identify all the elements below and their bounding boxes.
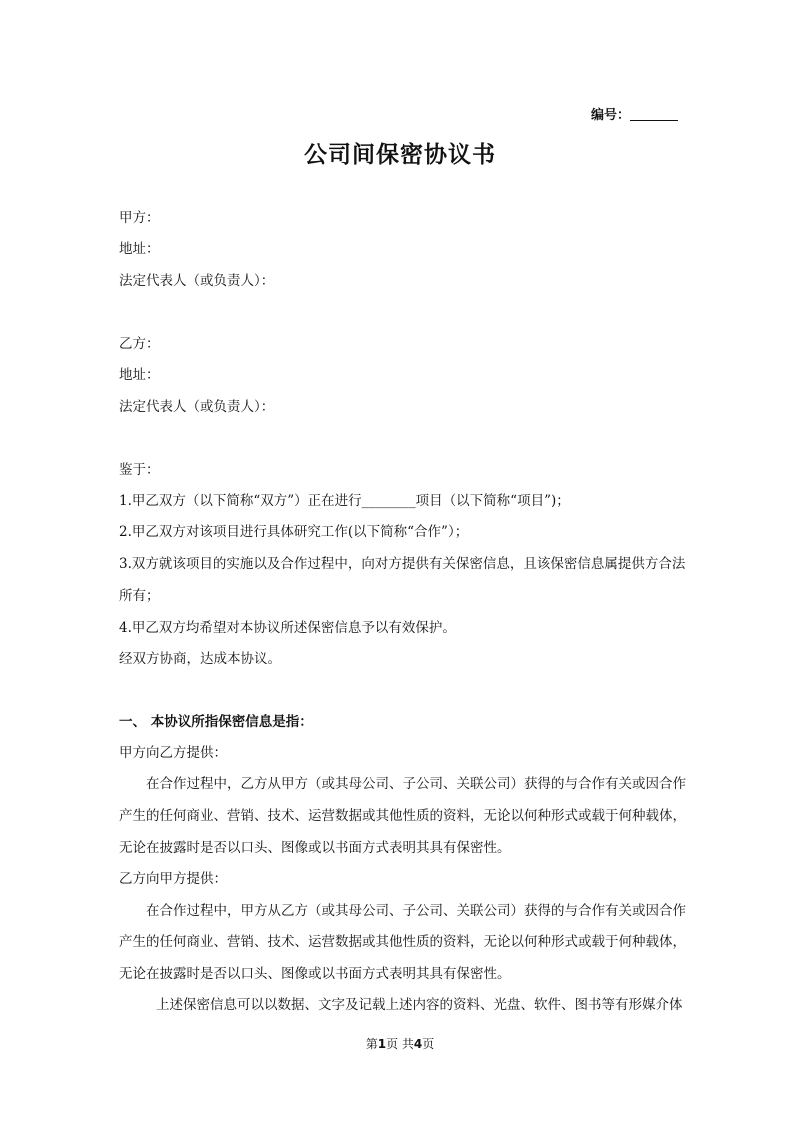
page-title: 公司间保密协议书 xyxy=(304,142,496,168)
recital-item-1: 1.甲乙双方（以下简称“双方”）正在进行________项目（以下简称“项目”)； xyxy=(119,493,570,509)
page-current: 1 xyxy=(377,1037,387,1051)
section-1-heading: 一、 本协议所指保密信息是指： xyxy=(119,714,313,730)
recital-item-2: 2.甲乙双方对该项目进行具体研究工作(以下简称“合作”）； xyxy=(119,524,469,540)
page-mid: 页 共 xyxy=(386,1037,414,1051)
recitals-conclusion: 经双方协商，达成本协议。 xyxy=(119,651,281,667)
section-1-media-line: 上述保密信息可以以数据、文字及记载上述内容的资料、光盘、软件、图书等有形媒介体 xyxy=(156,997,683,1013)
section-1-b-to-a-label: 乙方向甲方提供： xyxy=(119,871,227,887)
serial-number xyxy=(591,104,678,123)
section-1-b-to-a-line-1: 在合作过程中，甲方从乙方（或其母公司、子公司、关联公司）获得的与合作有关或因合作 xyxy=(146,903,686,919)
section-1-a-to-b-line-3: 无论在披露时是否以口头、图像或以书面方式表明其具有保密性。 xyxy=(119,840,511,856)
party-a-address: 地址： xyxy=(119,241,160,257)
recital-item-3-continued: 所有； xyxy=(119,588,160,604)
recitals-intro: 鉴于： xyxy=(119,462,160,478)
recital-item-4: 4.甲乙双方均希望对本协议所述保密信息予以有效保护。 xyxy=(119,620,456,636)
section-1-a-to-b-line-2: 产生的任何商业、营销、技术、运营数据或其他性质的资料，无论以何种形式或载于何种载体， xyxy=(119,808,686,824)
section-1-a-to-b-label: 甲方向乙方提供： xyxy=(119,745,227,761)
page-prefix: 第 xyxy=(365,1037,378,1051)
section-1-b-to-a-line-2: 产生的任何商业、营销、技术、运营数据或其他性质的资料，无论以何种形式或载于何种载体， xyxy=(119,934,686,950)
serial-blank xyxy=(630,107,678,121)
section-1-a-to-b-line-1: 在合作过程中，乙方从甲方（或其母公司、子公司、关联公司）获得的与合作有关或因合作 xyxy=(146,776,686,792)
party-a-representative: 法定代表人（或负责人）： xyxy=(119,273,275,289)
party-b-name: 乙方： xyxy=(119,336,160,352)
party-b-representative: 法定代表人（或负责人）： xyxy=(119,399,275,415)
page-total: 4 xyxy=(413,1037,423,1051)
party-a-name: 甲方： xyxy=(119,210,160,226)
section-1-b-to-a-line-3: 无论在披露时是否以口头、图像或以书面方式表明其具有保密性。 xyxy=(119,966,511,982)
page-footer xyxy=(0,1035,800,1052)
page-suffix: 页 xyxy=(422,1037,435,1051)
serial-label: 编号： xyxy=(591,108,631,123)
party-b-address: 地址： xyxy=(119,367,160,383)
recital-item-3: 3.双方就该项目的实施以及合作过程中，向对方提供有关保密信息，且该保密信息属提供方合法 xyxy=(119,556,686,572)
